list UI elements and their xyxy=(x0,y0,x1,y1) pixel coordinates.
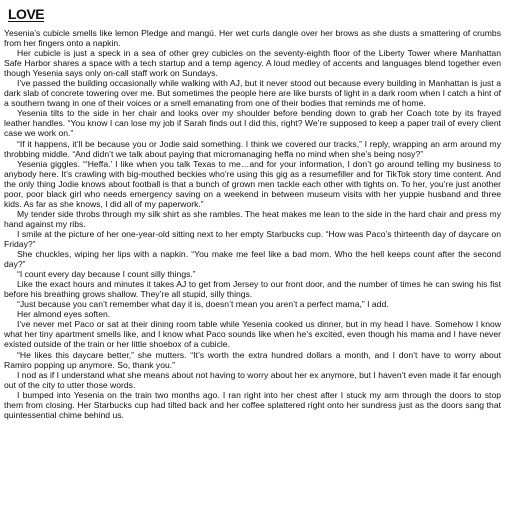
paragraph: My tender side throbs through my silk shirt as she rambles. The heat makes me lean to the side in the hard chair and press my hand against my ribs. xyxy=(4,208,501,229)
document-body xyxy=(4,28,501,420)
document-heading: LOVE xyxy=(8,6,45,22)
paragraph: I nod as if I understand what she means about not having to worry about her ex anymore, but I haven’t even made it far enough out of the city to utter those words. xyxy=(4,369,501,390)
paragraph: I’ve passed the building occasionally while walking with AJ, but it never stood out because every building in Manhattan is just a dark slab of concrete towering over me. But sometimes the people here are like bursts of light in a dark room when I catch a hint of a southern twang in one of their voices or a smell emanating from one of their bodies that reminds me of home. xyxy=(4,78,501,109)
paragraph: “Just because you can’t remember what day it is, doesn’t mean you aren’t a perfect mama,” I add. xyxy=(17,299,389,310)
paragraph: Her cubicle is just a speck in a sea of other grey cubicles on the seventy-eighth floor of the Liberty Tower where Manhattan Safe Harbor shares a space with a tech startup and a temp agency. A loud medley of accents and languages blend together even though Yesenia says only on-call staff work on Sundays. xyxy=(4,48,501,79)
paragraph: I smile at the picture of her one-year-old sitting next to her empty Starbucks cup. “How was Paco’s thirteenth day of daycare on Friday?” xyxy=(4,228,501,249)
paragraph: “If it happens, it’ll be because you or Jodie said something. I think we covered our tracks,” I reply, wrapping an arm around my throbbing middle. “And didn’t we talk about paying that micromanaging heffa no mind when she’s being nosy?” xyxy=(4,138,501,159)
paragraph: Like the exact hours and minutes it takes AJ to get from Jersey to our front door, and the number of times he can swing his fist before his breathing grows shallow. They’re all stupid, silly things. xyxy=(4,279,501,300)
document-page xyxy=(4,2,501,420)
paragraph: Yesenia tilts to the side in her chair and looks over my shoulder before bending down to grab her Coach tote by its frayed leather handles. “You know I can lose my job if Sarah finds out I did this, right? We’re supposed to keep a paper trail of every client case we work on.” xyxy=(4,108,501,139)
paragraph: “He likes this daycare better,” she mutters. “It’s worth the extra hundred dollars a month, and I don’t have to worry about Ramiro popping up anymore. So, thank you.” xyxy=(4,349,501,370)
paragraph: “I count every day because I count silly things.” xyxy=(17,269,196,280)
paragraph: She chuckles, wiping her lips with a napkin. “You make me feel like a bad mom. Who the hell keeps count after the second day?” xyxy=(4,249,501,270)
paragraph: I bumped into Yesenia on the train two months ago. I ran right into her chest after I stuck my arm through the doors to stop them from closing. Her Starbucks cup had tilted back and her coffee splattered right onto her sundress just as the doors sang that quintessential chime behind us. xyxy=(4,389,501,420)
paragraph: Her almond eyes soften. xyxy=(17,309,111,320)
paragraph: I’ve never met Paco or sat at their dining room table while Yesenia cooked us dinner, but in my head I have. Somehow I know what her tiny apartment smells like, and I know what Paco sounds like when he’s excited, even though his mama and I have never existed outside of the train or her little shoebox of a cubicle. xyxy=(4,319,501,350)
paragraph: Yesenia giggles. “‘Heffa.’ I like when you talk Texas to me…and for your information, I don’t go around telling my business to anybody here. It’s crawling with big-mouthed beckies who’re using this gig as a resumefiller and for TikTok story time content. And the only thing Jodie knows about football is that a bunch of grown men tackle each other with tights on. To her, you’re just another poor, poor black girl who needs emergency saving on a weekend in between museum visits with her yuppie husband and three kids. As far as she knows, I did all of my paperwork.” xyxy=(4,158,501,209)
paragraph: Yesenia’s cubicle smells like lemon Pledge and mangú. Her wet curls dangle over her brows as she dusts a smattering of crumbs from her fingers onto a napkin. xyxy=(4,28,501,49)
